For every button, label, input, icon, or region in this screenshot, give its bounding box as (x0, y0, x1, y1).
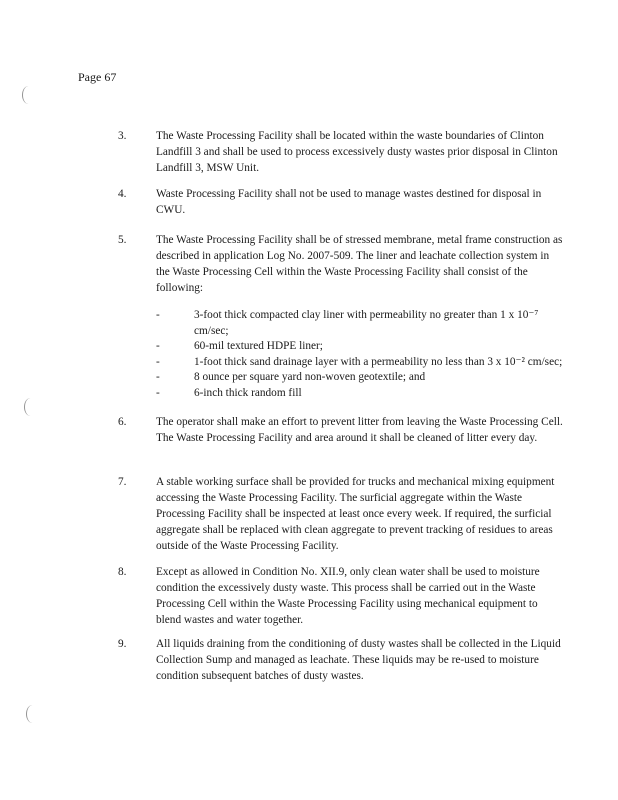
item-number: 6. (118, 416, 127, 428)
list-item: - 3-foot thick compacted clay liner with permeability no greater than 1 x 10⁻⁷ cm/sec; (156, 308, 563, 339)
condition-item-7 (118, 474, 563, 554)
item-number: 5. (118, 234, 127, 246)
item-text: The operator shall make an effort to prevent litter from leaving the Waste Processing Cell. The Waste Processing Facility and area around it shall be cleaned of litter every day. (156, 416, 563, 444)
item-text: The Waste Processing Facility shall be located within the waste boundaries of Clinton Landfill 3 and shall be used to process excessively dusty wastes prior disposal in Clinton Landfill 3, MSW Unit. (156, 130, 558, 174)
liner-components-list (156, 308, 563, 401)
item-text: All liquids draining from the conditioning of dusty wastes shall be collected in the Liquid Collection Sump and managed as leachate. These liquids may be re-used to moisture condition subsequent batches of dusty wastes. (156, 638, 561, 682)
condition-item-4 (118, 186, 563, 218)
punch-hole-middle (24, 398, 37, 416)
item-number: 4. (118, 188, 127, 200)
item-number: 3. (118, 130, 127, 142)
condition-item-8 (118, 564, 563, 628)
item-text: The Waste Processing Facility shall be of stressed membrane, metal frame construction as described in application Log No. 2007-509. The liner and leachate collection system in the Waste Processing Cell within the Waste Processing Facility shall consist of the following: (156, 234, 563, 294)
item-text: Except as allowed in Condition No. XII.9, only clean water shall be used to moisture condition the excessively dusty waste. This process shall be carried out in the Waste Processing Cell within the Waste Processing Facility using mechanical equipment to blend wastes and water together. (156, 566, 540, 626)
list-item: - 60-mil textured HDPE liner; (156, 339, 563, 355)
item-text: A stable working surface shall be provided for trucks and mechanical mixing equipment accessing the Waste Processing Facility. The surficial aggregate within the Waste Processing Facility shall be inspected at least once every week. If required, the surficial aggregate shall be replaced with clean aggregate to prevent tracking of residues to areas outside of the Waste Processing Facility. (156, 476, 555, 552)
condition-item-5 (118, 232, 563, 401)
item-number: 7. (118, 476, 127, 488)
list-item: - 6-inch thick random fill (156, 386, 563, 402)
condition-item-6 (118, 414, 563, 446)
page-number: Page 67 (78, 70, 117, 84)
item-text: Waste Processing Facility shall not be used to manage wastes destined for disposal in CWU. (156, 188, 542, 216)
item-number: 8. (118, 566, 127, 578)
item-number: 9. (118, 638, 127, 650)
punch-hole-bottom (26, 705, 39, 723)
list-item: - 1-foot thick sand drainage layer with a permeability no less than 3 x 10⁻² cm/sec; (156, 355, 563, 371)
list-item: - 8 ounce per square yard non-woven geotextile; and (156, 370, 563, 386)
punch-hole-top (22, 86, 35, 104)
condition-item-9 (118, 636, 563, 684)
condition-item-3 (118, 128, 563, 176)
